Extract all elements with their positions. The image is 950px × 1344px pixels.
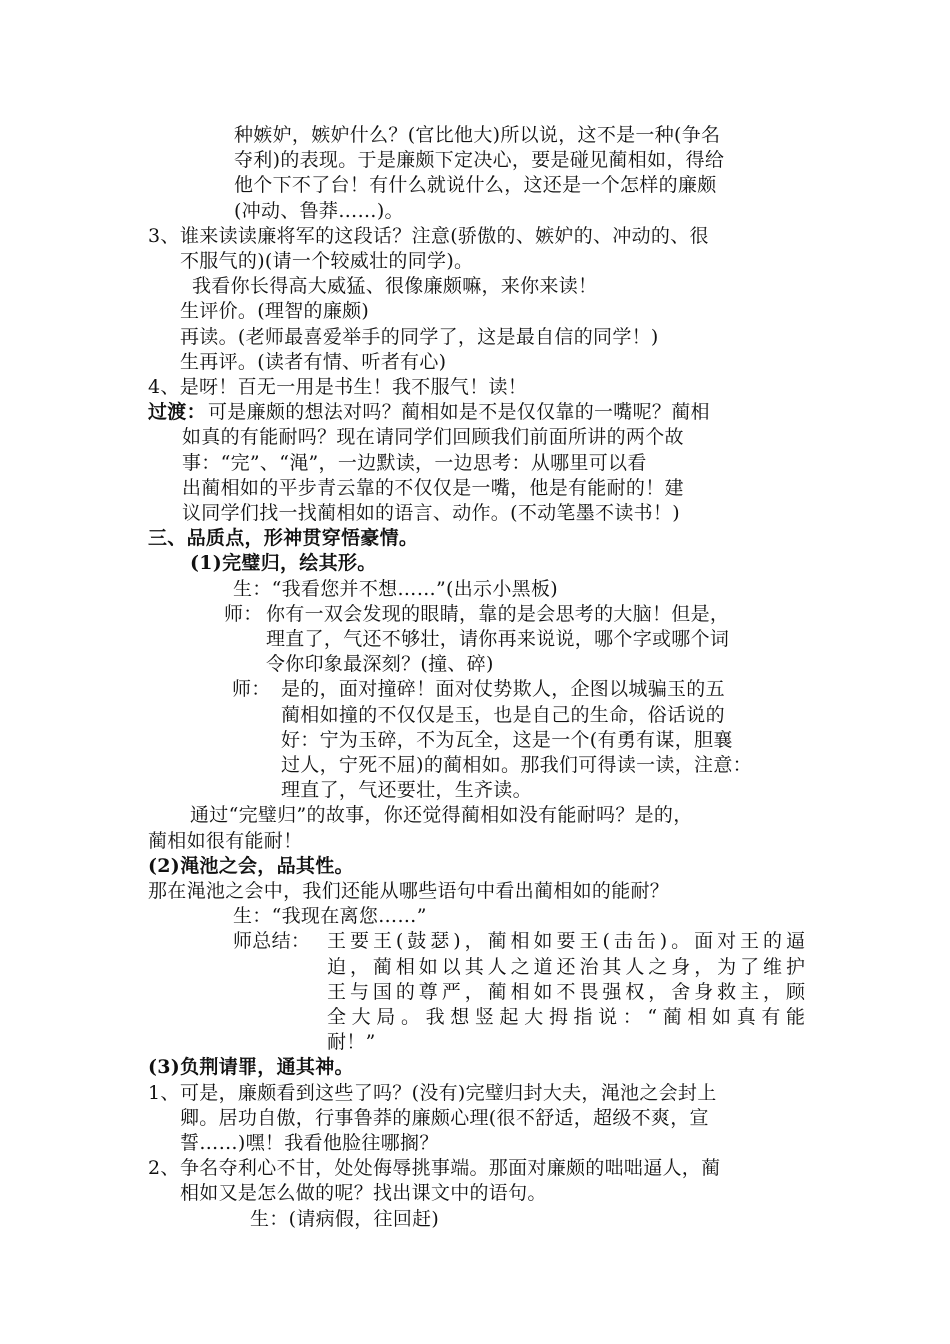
part2-student: 生：“我现在离您……”	[233, 905, 427, 928]
part1-teacher1-line-2: 理直了，气还不够壮，请你再来说说，哪个字或哪个词	[266, 628, 730, 650]
intro-line-2: 夺利)的表现。于是廉颇下定决心，要是碰见蔺相如，得给	[234, 149, 725, 172]
item3-reread: 再读。(老师最喜爱举手的同学了，这是最自信的同学！)	[180, 325, 659, 348]
part3-student: 生：(请病假，往回赶)	[250, 1207, 440, 1230]
part2-heading: (2)渑池之会，品其性。	[148, 854, 354, 877]
item4-text: 4、是呀！百无一用是书生！我不服气！读！	[148, 376, 528, 398]
part1-teacher1-line-3: 令你印象最深刻？(撞、碎)	[266, 653, 494, 676]
part1-teacher1-label: 师：	[224, 602, 263, 625]
part1-teacher2-label: 师：	[232, 678, 271, 701]
part2-teacher-summary-line-3: 王与国的尊严，蔺相如不畏强权，舍身救主，顾	[327, 980, 805, 1003]
item3-student-recomment: 生再评。(读者有情、听者有心)	[180, 350, 447, 373]
part1-teacher2-line-1: 是的，面对撞碎！面对仗势欺人，企图以城骗玉的五	[281, 678, 725, 701]
part3-item2-number: 2、	[148, 1157, 180, 1180]
part3-heading: (3)负荆请罪，通其神。	[148, 1056, 354, 1079]
part3-item2-line-2: 相如又是怎么做的呢？找出课文中的语句。	[180, 1182, 547, 1205]
transition-label: 过渡：	[148, 401, 206, 424]
part2-teacher-summary-line-4: 全大局。我想竖起大拇指说：“蔺相如真有能	[327, 1006, 805, 1028]
part2-teacher-summary-line-1: 王要王(鼓瑟)，蔺相如要王(击缶)。面对王的逼	[327, 930, 805, 953]
item3-student-comment: 生评价。(理智的廉颇)	[180, 300, 370, 323]
item3-line-1: 谁来读读廉将军的这段话？注意(骄傲的、嫉妒的、冲动的、很	[180, 224, 709, 247]
item3-line-2: 不服气的)(请一个较威壮的同学)。	[180, 250, 474, 272]
part1-teacher2-line-2: 蔺相如撞的不仅仅是玉，也是自己的生命，俗话说的	[281, 703, 725, 726]
intro-line-1: 种嫉妒，嫉妒什么？(官比他大)所以说，这不是一种(争名	[234, 124, 721, 146]
part1-teacher1-line-1: 你有一双会发现的眼睛，靠的是会思考的大脑！但是，	[266, 602, 730, 625]
part1-teacher2-line-5: 理直了，气还要壮，生齐读。	[281, 779, 532, 802]
part3-item1-line-3: 誓……)嘿！我看他脸往哪搁？	[180, 1132, 439, 1154]
section3-heading: 三、品质点，形神贯穿悟豪情。	[148, 527, 419, 550]
part2-teacher-summary-label: 师总结：	[233, 930, 311, 953]
part2-teacher-summary-line-2: 迫，蔺相如以其人之道还治其人之身，为了维护	[327, 955, 805, 978]
item3-invite: 我看你长得高大威猛、很像廉颇嘛，来你来读！	[192, 275, 598, 298]
part3-item1-line-2: 卿。居功自傲，行事鲁莽的廉颇心理(很不舒适，超级不爽，宣	[180, 1106, 709, 1129]
transition-line-3: 事：“完”、“渑”，一边默读，一边思考：从哪里可以看	[182, 451, 647, 474]
part3-item1-number: 1、	[148, 1081, 180, 1104]
intro-line-4: (冲动、鲁莽……)。	[234, 199, 404, 222]
part3-item2-line-1: 争名夺利心不甘，处处侮辱挑事端。那面对廉颇的咄咄逼人，蔺	[180, 1157, 721, 1180]
part1-summary-line-2: 蔺相如很有能耐！	[148, 829, 303, 852]
transition-line-5: 议同学们找一找蔺相如的语言、动作。(不动笔墨不读书！)	[182, 502, 680, 524]
part1-teacher2-line-3: 好：宁为玉碎，不为瓦全，这是一个(有勇有谋，胆襄	[281, 728, 733, 751]
transition-line-4: 出蔺相如的平步青云靠的不仅仅是一嘴，他是有能耐的！建	[182, 476, 684, 499]
intro-line-3: 他个下不了台！有什么就说什么，这还是一个怎样的廉颇	[234, 174, 717, 197]
transition-line-2: 如真的有能耐吗？现在请同学们回顾我们前面所讲的两个故	[182, 426, 684, 449]
part2-teacher-summary-line-5: 耐！”	[327, 1031, 376, 1054]
part2-question: 那在渑池之会中，我们还能从哪些语句中看出蔺相如的能耐？	[148, 880, 670, 902]
part1-teacher2-line-4: 过人，宁死不屈)的蔺相如。那我们可得读一读，注意：	[281, 754, 752, 776]
item3-number: 3、	[148, 224, 180, 247]
part3-item1-line-1: 可是，廉颇看到这些了吗？(没有)完璧归封大夫，渑池之会封上	[180, 1081, 717, 1104]
transition-line-1: 可是廉颇的想法对吗？蔺相如是不是仅仅靠的一嘴呢？蔺相	[208, 401, 710, 424]
part1-heading: (1)完璧归，绘其形。	[190, 552, 377, 575]
part1-summary-line-1: 通过“完璧归”的故事，你还觉得蔺相如没有能耐吗？是的，	[190, 804, 693, 827]
part1-student: 生：“我看您并不想……”(出示小黑板)	[233, 577, 558, 600]
